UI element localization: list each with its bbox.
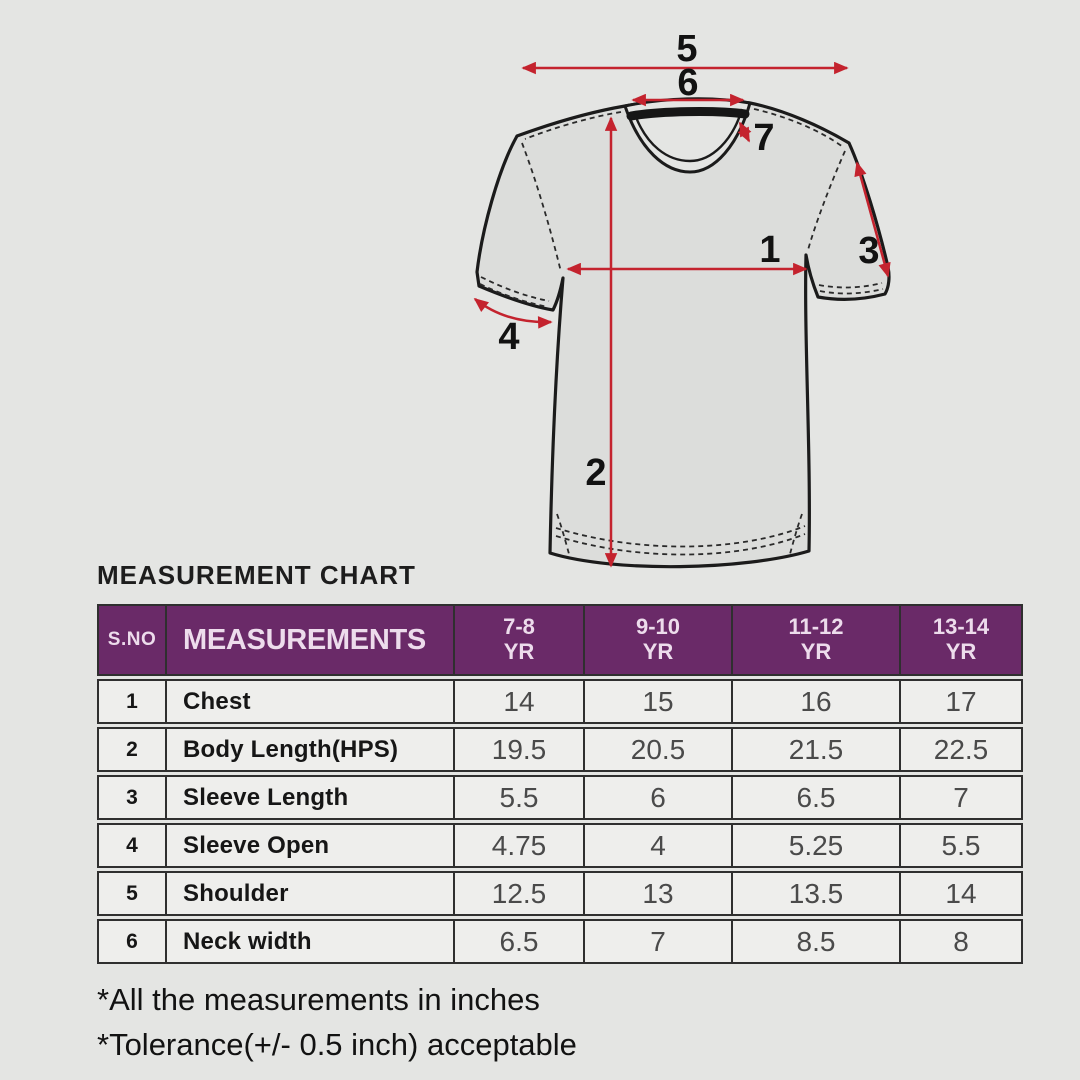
value-13-14: 5.5 — [941, 829, 981, 861]
footnotes — [97, 978, 577, 1068]
row-number: 2 — [99, 729, 167, 770]
header-size-11-12 — [733, 606, 901, 674]
value-11-12: 5.25 — [733, 825, 901, 866]
table-row-shoulder — [97, 871, 1023, 916]
note-units: *All the measurements in inches — [97, 982, 540, 1017]
header-size-13-14 — [901, 606, 1021, 674]
row-number: 6 — [99, 921, 167, 962]
header-sno: S.NO — [99, 606, 167, 674]
value-9-10: 7 — [585, 921, 733, 962]
callout-6: 6 — [677, 62, 699, 104]
value-7-8: 5.5 — [455, 777, 585, 818]
table-header-row — [97, 604, 1023, 676]
callout-1: 1 — [759, 229, 781, 271]
row-number: 5 — [99, 873, 167, 914]
table-row-chest — [97, 679, 1023, 724]
table-row-body-length — [97, 727, 1023, 772]
header-size-7-8 — [455, 606, 585, 674]
table-row-neck-width — [97, 919, 1023, 964]
header-size-line2: YR — [800, 639, 832, 664]
value-11-12: 16 — [733, 681, 901, 722]
value-13-14: 7 — [953, 781, 969, 813]
header-size-line1: 7-8 — [503, 614, 535, 640]
note-tolerance: *Tolerance(+/- 0.5 inch) acceptable — [97, 1026, 577, 1062]
value-11-12: 8.5 — [733, 921, 901, 962]
header-size-9-10 — [585, 606, 733, 674]
value-11-12: 21.5 — [733, 729, 901, 770]
row-number: 1 — [99, 681, 167, 722]
row-name: Sleeve Open — [167, 825, 455, 866]
table-row-sleeve-open — [97, 823, 1023, 868]
callout-3: 3 — [858, 230, 880, 272]
value-9-10: 6 — [585, 777, 733, 818]
page-title: MEASUREMENT CHART — [97, 560, 416, 590]
header-size-line1: 9-10 — [635, 614, 681, 640]
value-13-14: 14 — [945, 877, 977, 909]
header-size-line1: 11-12 — [788, 614, 844, 640]
callout-7: 7 — [753, 117, 775, 159]
value-11-12: 6.5 — [733, 777, 901, 818]
row-name: Body Length(HPS) — [167, 729, 455, 770]
row-name: Shoulder — [167, 873, 455, 914]
value-13-14: 8 — [953, 925, 969, 957]
value-7-8: 6.5 — [455, 921, 585, 962]
row-number: 3 — [99, 777, 167, 818]
header-size-line1: 13-14 — [932, 614, 990, 640]
tshirt-outline — [477, 99, 889, 567]
value-9-10: 13 — [585, 873, 733, 914]
header-measurements: MEASUREMENTS — [167, 606, 455, 674]
callout-4: 4 — [498, 316, 520, 358]
row-number: 4 — [99, 825, 167, 866]
value-7-8: 4.75 — [455, 825, 585, 866]
value-7-8: 14 — [455, 681, 585, 722]
row-name: Sleeve Length — [167, 777, 455, 818]
table-row-sleeve-length — [97, 775, 1023, 820]
header-size-line2: YR — [503, 639, 535, 664]
value-13-14: 17 — [945, 685, 977, 717]
header-size-line2: YR — [945, 639, 977, 664]
collar-back-band — [631, 112, 745, 116]
value-13-14: 22.5 — [933, 733, 989, 765]
value-9-10: 20.5 — [585, 729, 733, 770]
value-11-12: 13.5 — [733, 873, 901, 914]
callout-5: 5 — [676, 28, 698, 70]
value-9-10: 4 — [585, 825, 733, 866]
value-9-10: 15 — [585, 681, 733, 722]
measurement-table — [97, 604, 1023, 964]
row-name: Neck width — [167, 921, 455, 962]
value-7-8: 19.5 — [455, 729, 585, 770]
header-size-line2: YR — [642, 639, 674, 664]
callout-2: 2 — [585, 452, 607, 494]
value-7-8: 12.5 — [455, 873, 585, 914]
row-name: Chest — [167, 681, 455, 722]
